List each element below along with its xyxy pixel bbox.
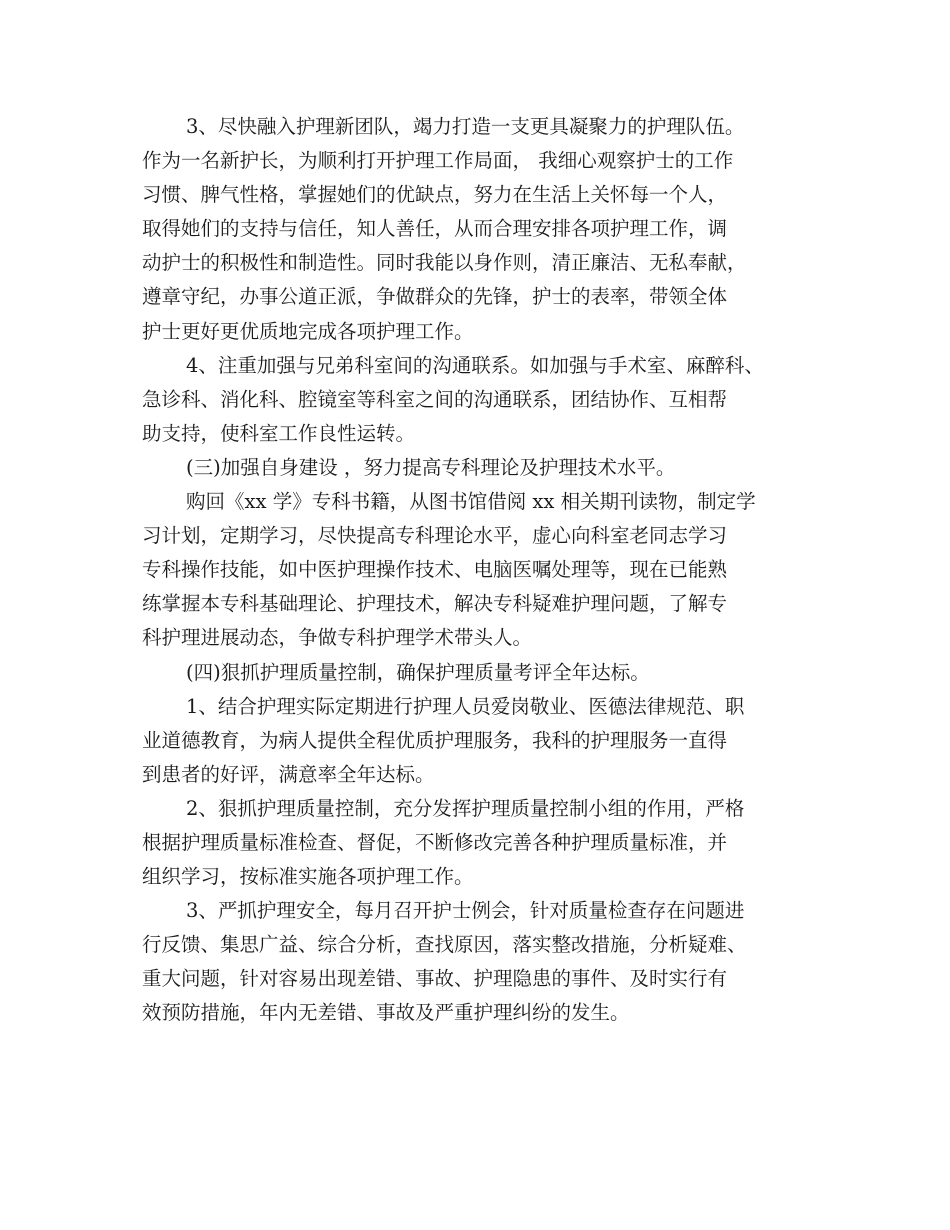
text-line: 业道德教育，为病人提供全程优质护理服务，我科的护理服务一直得: [142, 728, 728, 752]
text-line: (三)加强自身建设 ，努力提高专科理论及护理技术水平。: [186, 455, 676, 479]
text-line: 护士更好更优质地完成各项护理工作。: [142, 319, 474, 343]
text-line: 作为一名新护长，为顺利打开护理工作局面， 我细心观察护士的工作: [142, 149, 734, 173]
text-line: 动护士的积极性和制造性。同时我能以身作则，清正廉洁、无私奉献，: [142, 251, 747, 275]
text-line: 习惯、脾气性格，掌握她们的优缺点，努力在生活上关怀每一个人，: [142, 183, 728, 207]
text-line: 科护理进展动态，争做专科护理学术带头人。: [142, 626, 533, 650]
text-line: 习计划，定期学习，尽快提高专科理论水平，虚心向科室老同志学习: [142, 524, 728, 548]
text-line: 效预防措施，年内无差错、事故及严重护理纠纷的发生。: [142, 1001, 630, 1025]
text-line: 1、结合护理实际定期进行护理人员爱岗敬业、医德法律规范、职: [186, 694, 745, 718]
text-line: (四)狠抓护理质量控制，确保护理质量考评全年达标。: [186, 660, 650, 684]
text-line: 取得她们的支持与信任，知人善任，从而合理安排各项护理工作，调: [142, 217, 728, 241]
document-body: [142, 110, 822, 1031]
text-line: 行反馈、集思广益、综合分析，查找原因，落实整改措施，分析疑难、: [142, 933, 747, 957]
text-line: 到患者的好评，满意率全年达标。: [142, 762, 435, 786]
text-line: 急诊科、消化科、腔镜室等科室之间的沟通联系，团结协作、互相帮: [142, 387, 728, 411]
text-line: 遵章守纪，办事公道正派，争做群众的先锋，护士的表率，带领全体: [142, 285, 728, 309]
text-line: 4、注重加强与兄弟科室间的沟通联系。如加强与手术室、麻醉科、: [186, 353, 764, 377]
text-line: 专科操作技能，如中医护理操作技术、电脑医嘱处理等，现在已能熟: [142, 558, 728, 582]
text-line: 2、狠抓护理质量控制，充分发挥护理质量控制小组的作用，严格: [186, 796, 745, 820]
text-line: 练掌握本专科基础理论、护理技术，解决专科疑难护理问题，了解专: [142, 592, 728, 616]
text-line: 根据护理质量标准检查、督促，不断修改完善各种护理质量标准，并: [142, 830, 728, 854]
text-line: 购回《xx 学》专科书籍，从图书馆借阅 xx 相关期刊读物，制定学: [186, 490, 756, 514]
text-line: 3、严抓护理安全，每月召开护士例会，针对质量检查存在问题进: [186, 899, 745, 923]
text-line: 重大问题，针对容易出现差错、事故、护理隐患的事件、及时实行有: [142, 967, 728, 991]
text-line: 3、尽快融入护理新团队，竭力打造一支更具凝聚力的护理队伍。: [186, 115, 745, 138]
text-line: 组织学习，按标准实施各项护理工作。: [142, 865, 474, 889]
text-line: 助支持，使科室工作良性运转。: [142, 421, 416, 445]
